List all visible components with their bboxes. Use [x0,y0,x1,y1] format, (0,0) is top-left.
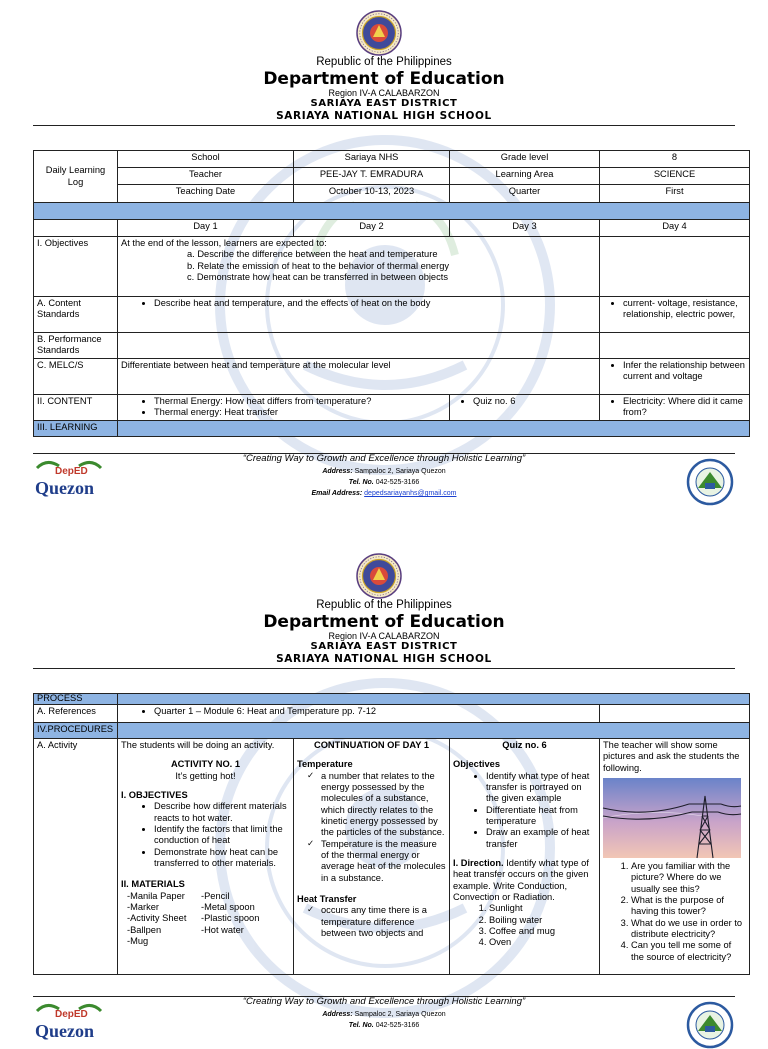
material-item: -Manila Paper [127,890,185,901]
deped-seal-icon [356,553,402,599]
performance-standards-label: B. Performance Standards [34,333,118,359]
objective-item: c. Demonstrate how heat can be transferred in between objects [187,271,448,282]
footer-address: Address: Sampaloc 2, Sariaya Quezon [322,468,446,475]
grade-value: 8 [600,151,750,168]
header-department: Department of Education [263,612,505,632]
objective-item: b. Relate the emission of heat to the behavior of thermal energy [187,260,450,271]
temperature-heading: Temperature [297,759,353,770]
content-standards-label: A. Content Standards [34,297,118,333]
objectives-heading: I. OBJECTIVES [121,789,188,800]
melcs-day1: Differentiate between heat and temperature at the molecular level [118,358,600,394]
activity-day4: The teacher will show some pictures and ask the students the following. 1. Are you familiar with the picture? Where do we usually see this? 2. What is the purpose of having this tower? 3. What do we use in order to distribute electricity? 4. Can you tell me some of the source of electricity? [600,739,750,975]
sariaya-nhs-logo-icon [686,458,734,506]
content-item: • Thermal energy: Heat transfer [154,407,446,418]
quiz-item: 3. Coffee and mug [489,926,596,937]
material-item: -Metal spoon [201,901,255,912]
school-value: Sariaya NHS [294,151,450,168]
quiz-direction: I. Direction. Identify what type of heat transfer occurs on the given example. Write Conduction, Convection or Radiation. [453,857,589,902]
quiz-title: Quiz no. 6 [502,740,547,750]
content-day4: • Electricity: Where did it came from? [623,396,746,419]
material-item: -Plastic spoon [201,913,260,924]
activity-day3 [450,739,600,975]
material-item: -Mug [127,935,149,946]
area-value: SCIENCE [600,168,750,185]
quarter-value: First [600,185,750,203]
material-item: -Activity Sheet [127,913,187,924]
header-district: SARIAYA EAST DISTRICT [310,98,458,109]
discussion-question: 1. Are you familiar with the picture? Where do we usually see this? [631,861,746,895]
material-item: -Marker [127,901,160,912]
dll-table-page-1 [33,150,750,437]
svg-text:Quezon: Quezon [35,478,95,498]
school-label: School [118,151,294,168]
material-item: -Pencil [201,890,230,901]
content-label: II. CONTENT [34,394,118,420]
content-day3: • Quiz no. 6 [473,396,596,407]
power-tower-photo [603,778,741,858]
footer-motto: “Creating Way to Growth and Excellence through Holistic Learning” [242,996,526,1007]
objectives-intro: At the end of the lesson, learners are expected to: [121,238,327,248]
quiz-objectives-heading: Objectives [453,759,501,770]
header-district: SARIAYA EAST DISTRICT [310,641,458,652]
deped-quezon-logo-icon [33,458,105,500]
header-republic: Republic of the Philippines [316,56,452,68]
temperature-point: ✓ Temperature is the measure of the thermal energy or average heat of the molecules in a substance. [307,839,446,884]
footer-tel: Tel. No. 042-525-3166 [348,1022,420,1029]
activity-day2 [294,739,450,975]
content-item: • Thermal Energy: How heat differs from temperature? [154,396,446,407]
quiz-item: 1. Sunlight [489,903,596,914]
footer-email: Email Address: depedsariayanhs@gmail.com [311,490,457,497]
procedures-label: IV.PROCEDURES [34,723,118,739]
svg-text:DepED: DepED [55,466,88,477]
date-value: October 10-13, 2023 [294,185,450,203]
content-standard-day4: • current- voltage, resistance, relationship, electric power, [623,298,746,321]
footer-address: Address: Sampaloc 2, Sariaya Quezon [322,1011,446,1018]
header-divider [33,125,735,126]
day2-title: CONTINUATION OF DAY 1 [313,740,430,750]
objectives-cell [118,237,600,297]
footer-tel: Tel. No. 042-525-3166 [348,479,420,486]
reference-item: • Quarter 1 – Module 6: Heat and Temperature pp. 7-12 [154,706,596,717]
objective-item: a. Describe the difference between the heat and temperature [187,249,438,260]
grade-label: Grade level [450,151,600,168]
materials-heading: II. MATERIALS [121,879,185,890]
deped-quezon-logo-icon [33,1001,105,1043]
day-header: Day 2 [294,220,450,237]
dll-table-page-2 [33,693,750,975]
learning-label: III. LEARNING [34,420,118,436]
objectives-label: I. Objectives [34,237,118,297]
day-header: Day 3 [450,220,600,237]
header-divider [33,668,735,669]
activity-objective: • Describe how different materials reacts to hot water. [154,801,290,824]
heat-transfer-heading: Heat Transfer [297,893,357,904]
header-region: Region IV-A CALABARZON [328,631,440,641]
date-label: Teaching Date [118,185,294,203]
blue-band [34,203,750,220]
header-school: SARIAYA NATIONAL HIGH SCHOOL [276,110,492,122]
page-2 [0,543,768,1041]
header-republic: Republic of the Philippines [316,599,452,611]
material-item: -Hot water [201,924,244,935]
activity-label: A. Activity [34,739,118,975]
activity-day1: The students will be doing an activity. ACTIVITY NO. 1 It’s getting hot! I. OBJECTIVES • Describe how different materials reacts to hot water. • Identify the factors that limit the conduction of heat • Demonstrate how heat can be transferred to other materials. II. MATERIALS -Manila Paper -Pencil -Marker -Metal spoon -Activity Sheet -Plastic spoon -Ballpen -Hot water -Mug [118,739,294,975]
footer-motto: “Creating Way to Growth and Excellence through Holistic Learning” [242,453,526,464]
dll-label: Daily Learning Log [34,151,118,203]
discussion-question: 3. What do we use in order to distribute electricity? [631,918,746,941]
activity-objective: • Identify the factors that limit the conduction of heat [154,824,290,847]
materials-list [121,891,290,948]
process-label: PROCESS [34,694,118,705]
header-school: SARIAYA NATIONAL HIGH SCHOOL [276,653,492,665]
deped-seal-icon [356,10,402,56]
activity-objective: • Demonstrate how heat can be transferred to other materials. [154,847,290,870]
heat-transfer-point: ✓ occurs any time there is a temperature difference between two objects and [307,905,446,939]
svg-text:Quezon: Quezon [35,1021,95,1041]
svg-text:DepED: DepED [55,1009,88,1020]
activity-subtitle: It’s getting hot! [175,770,236,781]
quiz-objective: • Draw an example of heat transfer [486,827,596,850]
header-region: Region IV-A CALABARZON [328,88,440,98]
material-item: -Ballpen [127,924,162,935]
email-link[interactable]: depedsariayanhs@gmail.com [364,490,457,497]
discussion-question: 4. Can you tell me some of the source of electricity? [631,940,746,963]
quiz-item: 2. Boiling water [489,915,596,926]
quiz-objective: • Identify what type of heat transfer is portrayed on the given example [486,771,596,805]
activity-title: ACTIVITY NO. 1 [170,759,241,770]
quiz-item: 4. Oven [489,937,596,948]
day-header: Day 4 [600,220,750,237]
content-standard-item: • Describe heat and temperature, and the effects of heat on the body [154,298,596,309]
quiz-objective: • Differentiate heat from temperature [486,805,596,828]
quarter-label: Quarter [450,185,600,203]
day-header: Day 1 [118,220,294,237]
discussion-question: 2. What is the purpose of having this tower? [631,895,746,918]
temperature-point: ✓ a number that relates to the energy possessed by the molecules of a substance, which directly relates to the kinetic energy possessed by the particles of the substance. [307,771,446,839]
sariaya-nhs-logo-icon [686,1001,734,1049]
area-label: Learning Area [450,168,600,185]
melcs-label: C. MELC/S [34,358,118,394]
teacher-label: Teacher [118,168,294,185]
header-department: Department of Education [263,69,505,89]
teacher-value: PEE-JAY T. EMRADURA [294,168,450,185]
references-label: A. References [34,705,118,723]
page-1 [0,0,768,520]
melcs-day4: • Infer the relationship between current and voltage [623,360,746,383]
